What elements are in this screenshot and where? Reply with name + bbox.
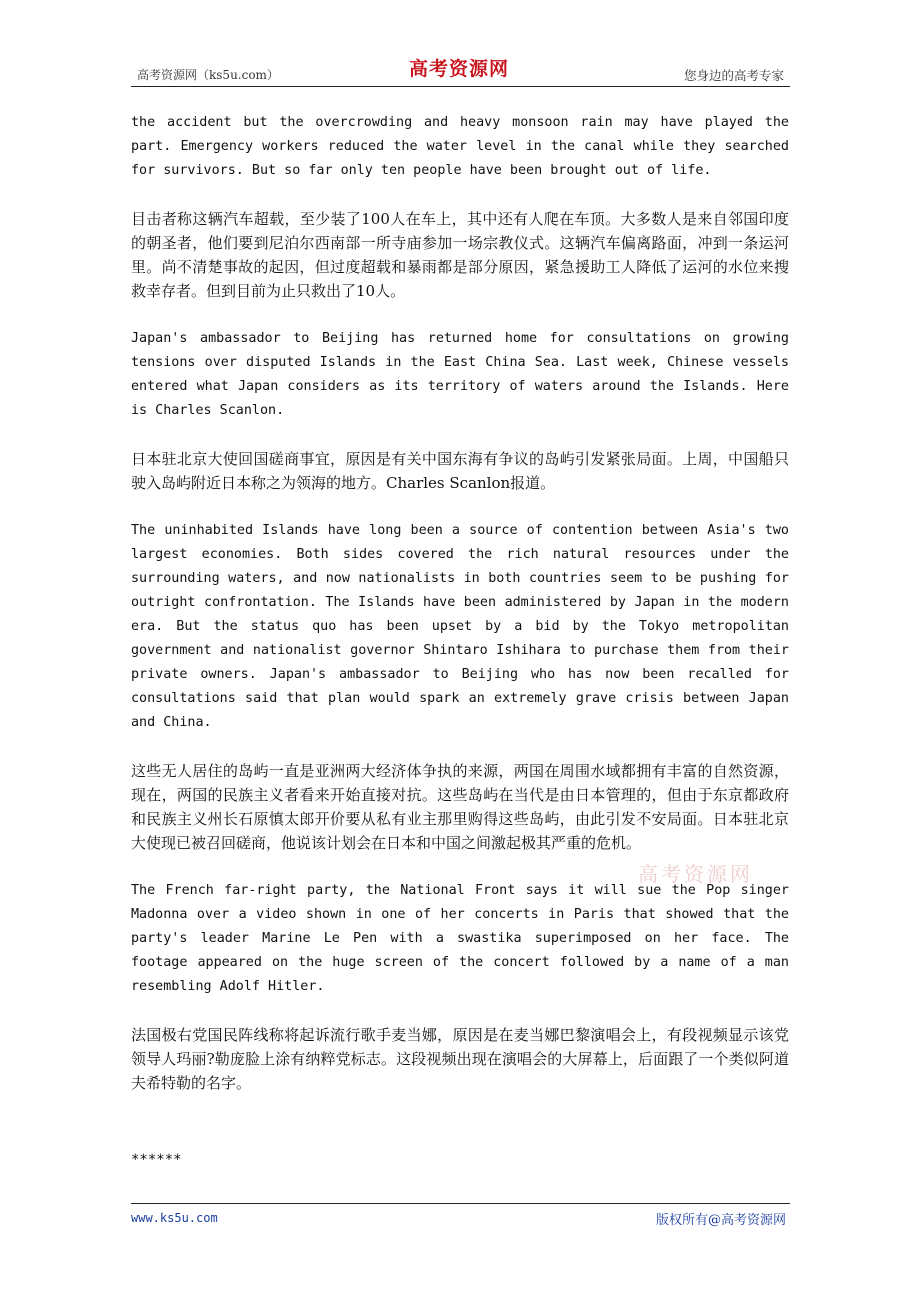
paragraph-en-4: The French far-right party, the National Front says it will sue the Pop singer Madonna over a video shown in one of her concerts in Paris that showed that the party's leader Marine Le Pen with a swastika superimposed on her face. The footage appeared on the huge screen of the concert followed by a name of a man resembling Adolf Hitler. — [131, 883, 789, 994]
paragraph-zh-3: 这些无人居住的岛屿一直是亚洲两大经济体争执的来源，两国在周围水域都拥有丰富的自然资源，现在，两国的民族主义者看来开始直接对抗。这些岛屿在当代是由日本管理的，但由于东京都政府和民族主义州长石原慎太郎开价要从私有业主那里购得这些岛屿，由此引发不安局面。日本驻北京大使现已被召回磋商，他说该计划会在日本和中国之间激起极其严重的危机。 — [131, 762, 789, 852]
footer-copyright: 版权所有@高考资源网 — [655, 1213, 786, 1228]
article-body — [131, 111, 789, 1119]
page-header — [131, 52, 790, 87]
paragraph-zh-4: 法国极右党国民阵线称将起诉流行歌手麦当娜，原因是在麦当娜巴黎演唱会上，有段视频显示该党领导人玛丽?勒庞脸上涂有纳粹党标志。这段视频出现在演唱会的大屏幕上，后面跟了一个类似阿道夫希特勒的名字。 — [131, 1026, 789, 1092]
footer-url-link[interactable]: www.ks5u.com — [131, 1211, 218, 1225]
watermark: 高考资源网 — [638, 862, 753, 886]
paragraph-en-1: the accident but the overcrowding and heavy monsoon rain may have played the part. Emergency workers reduced the water level in the canal while they searched for survivors. But so far only ten people have been brought out of life. — [131, 115, 789, 178]
paragraph-zh-1: 目击者称这辆汽车超载，至少装了100人在车上，其中还有人爬在车顶。大多数人是来自邻国印度的朝圣者，他们要到尼泊尔西南部一所寺庙参加一场宗教仪式。这辆汽车偏离路面，冲到一条运河里。尚不清楚事故的起因，但过度超载和暴雨都是部分原因，紧急援助工人降低了运河的水位来搜救幸存者。但到目前为止只救出了10人。 — [131, 210, 789, 300]
paragraph-en-3: The uninhabited Islands have long been a source of contention between Asia's two largest economies. Both sides covered the rich natural resources under the surrounding waters, and now nationalists in both countries seem to be pushing for outright confrontation. The Islands have been administered by Japan in the modern era. But the status quo has been upset by a bid by the Tokyo metropolitan government and nationalist governor Shintaro Ishihara to purchase them from their private owners. Japan's ambassador to Beijing who has now been recalled for consultations said that plan would spark an extremely grave crisis between Japan and China. — [131, 523, 789, 730]
site-name: 高考资源网（ks5u.com） — [137, 68, 279, 82]
paragraph-en-2: Japan's ambassador to Beijing has returned home for consultations on growing tensions over disputed Islands in the East China Sea. Last week, Chinese vessels entered what Japan considers as its territory of waters around the Islands. Here is Charles Scanlon. — [131, 331, 789, 418]
page-footer — [131, 1203, 790, 1232]
slogan: 您身边的高考专家 — [683, 68, 784, 83]
separator-stars: ****** — [131, 1152, 182, 1168]
logo: 高考资源网 — [409, 58, 510, 80]
paragraph-zh-2: 日本驻北京大使回国磋商事宜，原因是有关中国东海有争议的岛屿引发紧张局面。上周，中国船只驶入岛屿附近日本称之为领海的地方。Charles Scanlon报道。 — [131, 450, 789, 492]
